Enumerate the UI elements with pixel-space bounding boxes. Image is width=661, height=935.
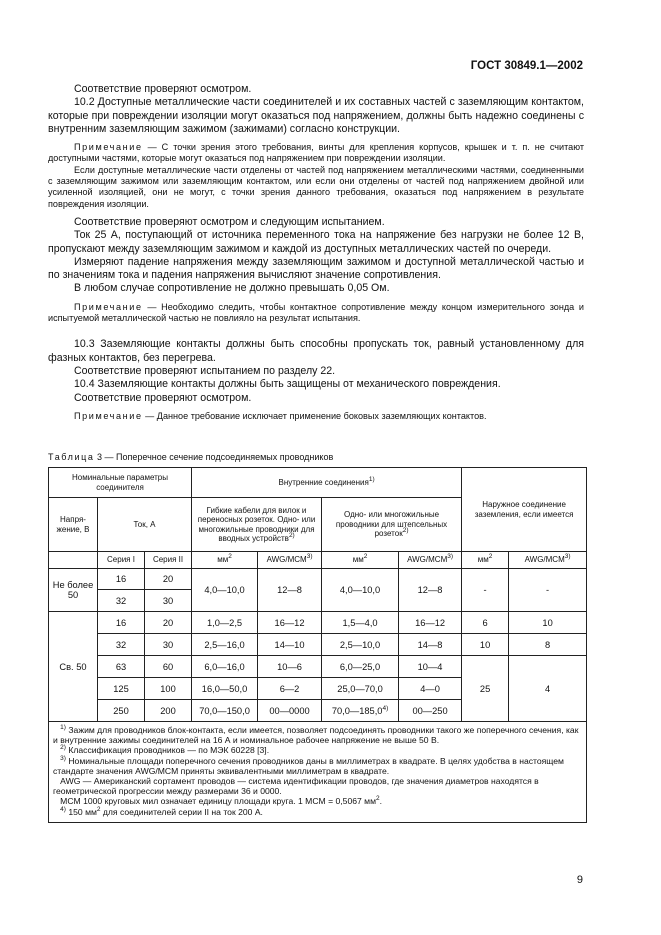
note-label: Примечание (74, 142, 143, 153)
header-mm2: $мм^2$ (192, 552, 258, 569)
table-cell: 4,0—10,0 (192, 569, 258, 612)
table-cell: - (509, 569, 587, 612)
paragraph: Соответствие проверяют осмотром. (74, 391, 252, 404)
table-cell: 1,5—4,0 (322, 612, 399, 634)
table-cell: 10—4 (399, 656, 462, 678)
table-cell: 70,0—150,0 (192, 700, 258, 722)
table-cell: 14—8 (399, 634, 462, 656)
paragraph: Соответствие проверяют испытанием по разделу 22. (74, 364, 336, 377)
note-text: — Данное требование исключает применение боковых заземляющих контактов. (142, 410, 487, 421)
table-cell: 32 (98, 634, 145, 656)
table-cell: 4,0—10,0 (322, 569, 399, 612)
table-row (49, 634, 587, 656)
table-cell: 25,0—70,0 (322, 678, 399, 700)
table-cell: 6,0—16,0 (192, 656, 258, 678)
table-cell: 16 (98, 612, 145, 634)
table-cell: - (462, 569, 509, 612)
paragraph: 10.4 Заземляющие контакты должны быть защищены от механического повреждения. (74, 378, 501, 391)
table-cell: 8 (509, 634, 587, 656)
paragraph: Соответствие проверяют осмотром. (74, 83, 252, 95)
voltage-cell: Св. 50 (49, 612, 98, 722)
header-current: Ток, А (98, 498, 192, 552)
footnote: $^{1)}$ Зажим для проводников блок-контакта, если имеется, позволяет подсоединять проводники такого же поперечного сечения, как и внутренние зажимы соединителей на 16 А и номинальное рабочее напряжение не выше 50 В. (53, 724, 579, 746)
paragraph: 10.3 Заземляющие контакты должны быть способны пропускать ток, равный установленному для фазных контактов, без перегрева. (48, 338, 584, 364)
note-text: — С точки зрения этого требования, винты для крепления корпусов, крышек и т. п. не считают доступными частями, которые могут оказаться под напряжением при повреждении изоляции. (48, 142, 584, 164)
table-caption-text: 3 — Поперечное сечение подсоединяемых проводников (94, 452, 334, 462)
table-cell: 10 (462, 634, 509, 656)
table-caption (48, 452, 333, 462)
table-cell: 20 (145, 612, 192, 634)
header-mm2: $мм^2$ (462, 552, 509, 569)
note-text: — Необходимо следить, чтобы контактное сопротивление между концом измерительного зонда и испытуемой металлической частью не повлияло на результат испытания. (48, 301, 584, 324)
header-mm2: $мм^2$ (322, 552, 399, 569)
footnote: AWG — Американский сортамент проводов — система идентификации проводов, где значения диаметров находятся в геометрической прогрессии между размерами 36 и 0000. (53, 776, 539, 797)
table-cell: 6 (462, 612, 509, 634)
table-cell: 16 (98, 569, 145, 590)
page-number: 9 (576, 874, 583, 886)
table-cell: 20 (145, 569, 192, 590)
table-cell: 4—0 (399, 678, 462, 700)
note-label: Примечание (74, 410, 143, 421)
table-cell: 6—2 (258, 678, 322, 700)
paragraph: Соответствие проверяют осмотром и следующим испытанием. (74, 215, 385, 228)
table-cell: 1,0—2,5 (192, 612, 258, 634)
body-text (48, 83, 584, 422)
table-cell: 250 (98, 700, 145, 722)
table-cell: 12—8 (258, 569, 322, 612)
note (48, 302, 584, 325)
table-cell: 10—6 (258, 656, 322, 678)
table-caption-label: Таблица (48, 452, 95, 462)
table-row (49, 656, 587, 678)
table-row (49, 569, 587, 590)
header-series2: Серия II (145, 552, 192, 569)
table-cell: 6,0—25,0 (322, 656, 399, 678)
header-voltage: Напря-жение, В (49, 498, 98, 552)
document-header: ГОСТ 30849.1—2002 (470, 60, 583, 72)
table-cell: 200 (145, 700, 192, 722)
header-flexible: Гибкие кабели для вилок и переносных розеток. Одно- или многожильные проводники для вводных устройств$^{2)}$ (192, 498, 322, 552)
footnote: $^{2)}$ Классификация проводников — по МЭК 60228 [3]. (60, 744, 270, 756)
table-cell: 2,5—10,0 (322, 634, 399, 656)
table-cell: 10 (509, 612, 587, 634)
footnote: $^{3)}$ Номинальные площади поперечного сечения проводников даны в миллиметрах в квадрате. В целях удобства в настоящем стандарте значения AWG/MCM приняты эквивалентными миллиметрам в квадрате. (53, 754, 564, 776)
table-cell: 60 (145, 656, 192, 678)
header-external: Наружное соединение заземления, если имеется (462, 468, 587, 552)
header-rigid: Одно- или многожильные проводники для штепсельных розеток$^{2)}$ (322, 498, 462, 552)
note-continuation: Если доступные металлические части отделены от частей под напряжением металлическими частями, соединенными с заземляющим зажимом или заземляющим контактом, или если они отделены от частей под напряжением двойной или усиленной изоляцией, они не могут, с точки зрения данного требования, оказаться под напряжением в результате повреждения изоляции. (48, 164, 584, 209)
table-cell: 16—12 (399, 612, 462, 634)
header-voltage-cont (49, 552, 98, 569)
table-cell: 63 (98, 656, 145, 678)
header-internal: Внутренние соединения$^{1)}$ (192, 468, 462, 498)
table-cell: 30 (145, 634, 192, 656)
header-awg: AWG/MCM$^{3)}$ (258, 552, 322, 569)
header-awg: AWG/MCM$^{3)}$ (509, 552, 587, 569)
paragraph: 10.2 Доступные металлические части соединителей и их составных частей с заземляющим контактом, которые при повреждении изоляции могут оказаться под напряжением, должны быть надежно соединены с внутренним заземляющим зажимом (зажимами) согласно конструкции. (48, 96, 584, 135)
header-nominal: Номинальные параметры соединителя (49, 468, 192, 498)
footnote: MCM 1000 круговых мил означает единицу площади круга. 1 MCM = 0,5067 $мм^2$. (60, 795, 383, 807)
table-row (49, 612, 587, 634)
paragraph: В любом случае сопротивление не должно превышать 0,05 Ом. (74, 282, 390, 295)
table-cell: 100 (145, 678, 192, 700)
footnote: $^{4)}$ 150 $мм^2$ для соединителей серии II на ток 200 А. (60, 805, 263, 817)
table-cell: 32 (98, 590, 145, 612)
table-cell: 00—0000 (258, 700, 322, 722)
table-cell: 14—10 (258, 634, 322, 656)
note (48, 411, 584, 422)
table-cell: 25 (462, 656, 509, 722)
paragraph: Измеряют падение напряжения между заземляющим зажимом и доступной металлической частью и по значениям тока и падения напряжения вычисляют значение сопротивления. (48, 255, 584, 282)
table-footnotes (49, 722, 587, 823)
note-label: Примечание (74, 301, 143, 312)
table-cell: 12—8 (399, 569, 462, 612)
paragraph: Ток 25 А, поступающий от источника переменного тока на напряжение без нагрузки не более 12 В, пропускают между заземляющим зажимом и каждой из доступных металлических частей по очереди. (48, 229, 584, 255)
header-awg: AWG/MCM$^{3)}$ (399, 552, 462, 569)
table-cell: 125 (98, 678, 145, 700)
conductor-table (48, 467, 587, 823)
table-cell: 30 (145, 590, 192, 612)
voltage-cell: Не более 50 (49, 569, 98, 612)
table-cell: 16—12 (258, 612, 322, 634)
table-cell: 16,0—50,0 (192, 678, 258, 700)
table-cell: 4 (509, 656, 587, 722)
table-cell: 70,0—185,0$^{4)}$ (322, 700, 399, 722)
table-cell: 2,5—16,0 (192, 634, 258, 656)
header-series1: Серия I (98, 552, 145, 569)
note (48, 142, 584, 165)
table-cell: 00—250 (399, 700, 462, 722)
